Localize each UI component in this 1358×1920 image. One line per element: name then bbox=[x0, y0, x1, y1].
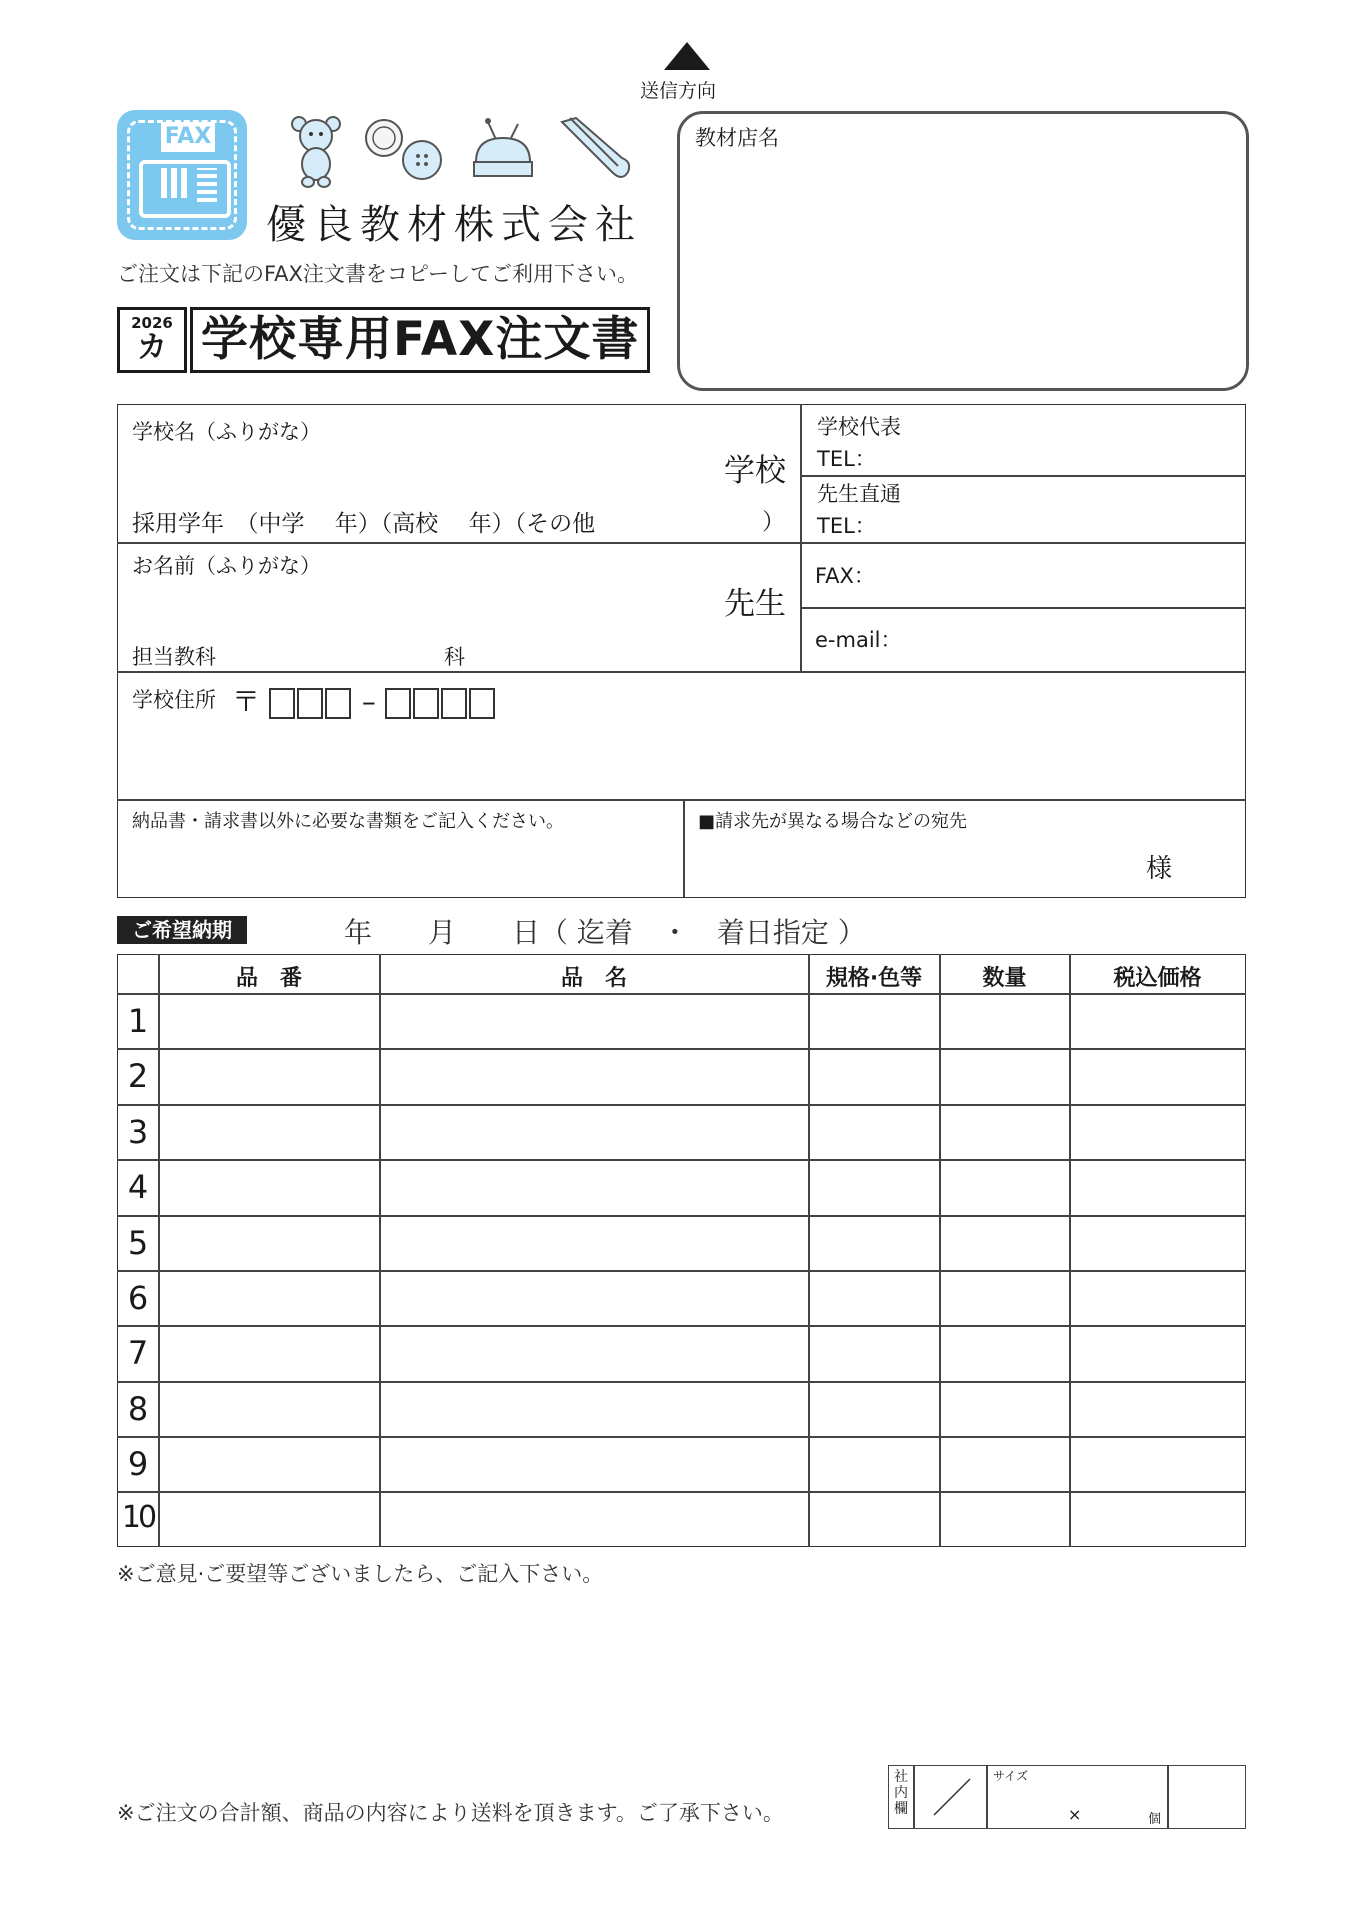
teacher-name-label: お名前（ふりがな） bbox=[132, 554, 321, 578]
header-item-number: 品 番 bbox=[235, 966, 302, 991]
header-spec: 規格·色等 bbox=[825, 966, 923, 991]
postal-code-input[interactable] bbox=[232, 680, 497, 720]
postal-mark: 〒 bbox=[232, 685, 261, 718]
delivery-label: ご希望納期 bbox=[117, 916, 247, 944]
comments-field[interactable] bbox=[117, 1590, 1244, 1760]
teacher-suffix: 先生 bbox=[724, 586, 786, 622]
address-label: 学校住所 bbox=[132, 688, 216, 712]
row-number: 10 bbox=[121, 1500, 155, 1535]
row-number: 2 bbox=[127, 1057, 149, 1095]
row-number: 3 bbox=[127, 1113, 149, 1151]
teacher-direct-label: 先生直通 bbox=[817, 482, 901, 506]
store-name-label: 教材店名 bbox=[695, 126, 779, 150]
company-name: 優良教材株式会社 bbox=[266, 202, 642, 248]
order-table bbox=[117, 954, 1246, 1547]
billing-note: ■請求先が異なる場合などの宛先 bbox=[698, 811, 968, 832]
grade-line: 採用学年 （中学 年）（高校 年）（その他 bbox=[132, 511, 596, 537]
fax-machine-icon bbox=[117, 110, 247, 240]
subject-label: 担当教科 bbox=[132, 645, 216, 669]
times-mark: × bbox=[1068, 1805, 1082, 1824]
form-title-box bbox=[190, 307, 650, 373]
row-number: 1 bbox=[127, 1002, 149, 1040]
sama-suffix: 様 bbox=[1146, 854, 1173, 884]
documents-note: 納品書・請求書以外に必要な書類をご記入ください。 bbox=[132, 811, 564, 832]
year-mark: カ bbox=[137, 330, 167, 365]
teacher-tel-label: TEL： bbox=[817, 514, 876, 538]
size-label: サイズ bbox=[993, 1769, 1029, 1783]
pieces-label: 個 bbox=[1148, 1812, 1162, 1827]
row-number: 9 bbox=[127, 1445, 149, 1483]
grade-close: ） bbox=[762, 509, 785, 535]
thread-snips-icon bbox=[556, 114, 636, 186]
row-number: 8 bbox=[127, 1390, 149, 1428]
send-direction-arrow-icon bbox=[664, 42, 710, 70]
school-rep-label: 学校代表 bbox=[817, 415, 901, 439]
header-quantity: 数量 bbox=[982, 966, 1027, 991]
row-number: 6 bbox=[127, 1279, 149, 1317]
year-text: 2026 bbox=[131, 314, 173, 332]
copy-notice: ご注文は下記のFAX注文書をコピーしてご利用下さい。 bbox=[117, 262, 639, 286]
postal-dash: – bbox=[361, 685, 376, 718]
store-name-field[interactable] bbox=[677, 111, 1249, 391]
row-number: 7 bbox=[127, 1334, 149, 1372]
school-name-label: 学校名（ふりがな） bbox=[132, 420, 321, 444]
fax-logo-text: FAX bbox=[161, 122, 215, 152]
office-use-label: 社内欄 bbox=[894, 1769, 908, 1817]
shipping-note: ※ご注文の合計額、商品の内容により送料を頂きます。ご了承下さい。 bbox=[117, 1801, 784, 1825]
school-suffix: 学校 bbox=[724, 453, 786, 489]
header-item-name: 品 名 bbox=[560, 966, 627, 991]
email-label: e-mail： bbox=[815, 628, 902, 652]
send-direction-label: 送信方向 bbox=[640, 80, 717, 102]
row-number: 4 bbox=[127, 1168, 149, 1206]
school-tel-label: TEL： bbox=[817, 447, 876, 471]
buttons-icon bbox=[362, 118, 446, 182]
form-title: 学校専用FAX注文書 bbox=[201, 312, 640, 367]
year-badge bbox=[117, 307, 187, 373]
fax-label: FAX： bbox=[815, 564, 875, 588]
pincushion-icon bbox=[468, 114, 538, 184]
slash-mark bbox=[930, 1775, 974, 1819]
delivery-date-field[interactable]: 年 月 日（ 迄着 ・ 着日指定 ） bbox=[344, 916, 866, 949]
teddy-bear-icon bbox=[286, 112, 346, 188]
header-price: 税込価格 bbox=[1113, 966, 1202, 991]
row-number: 5 bbox=[127, 1224, 149, 1262]
comments-note: ※ご意見·ご要望等ございましたら、ご記入下さい。 bbox=[117, 1562, 604, 1586]
subject-suffix: 科 bbox=[444, 645, 465, 669]
